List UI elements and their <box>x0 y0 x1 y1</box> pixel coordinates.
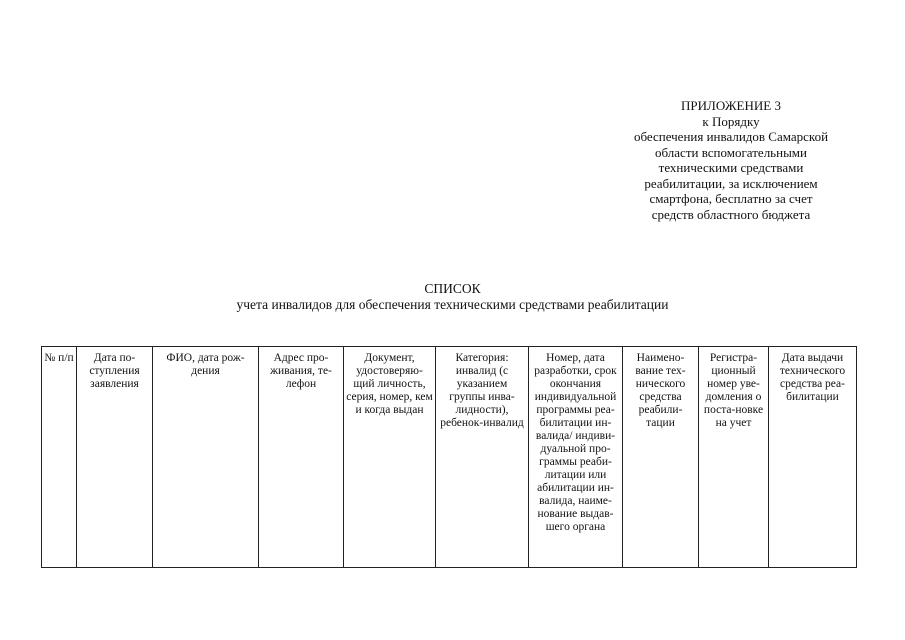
document-subtitle: учета инвалидов для обеспечения техническими средствами реабилитации <box>236 297 669 312</box>
header-cell-number: № п/п <box>42 347 77 568</box>
header-cell-rehab-program: Номер, дата разработки, срок окончания индивидуальной программы реа-билитации ин-валида/ индиви-дуальной про-граммы реаби-литации или абилитации ин-валида, наиме-нование выдав-шего органа <box>529 347 623 568</box>
header-cell-identity-document: Документ, удостоверяю-щий личность, серия, номер, кем и когда выдан <box>344 347 436 568</box>
appendix-line: смартфона, бесплатно за счет <box>649 191 813 206</box>
appendix-line: средств областного бюджета <box>651 206 811 222</box>
appendix-line: техническими средствами <box>658 160 804 175</box>
header-cell-category: Категория: инвалид (с указанием группы инва-лидности), ребенок-инвалид <box>436 347 529 568</box>
table-header-row <box>42 347 857 568</box>
title-block <box>0 281 905 313</box>
registry-table <box>41 346 857 568</box>
appendix-line: области вспомогательными <box>655 144 807 160</box>
appendix-block <box>595 98 867 222</box>
header-cell-issue-date: Дата выдачи технического средства реа-билитации <box>769 347 857 568</box>
header-cell-registration-number: Регистра-ционный номер уве-домления о поста-новке на учет <box>699 347 769 568</box>
appendix-line: к Порядку <box>702 113 760 129</box>
header-cell-address: Адрес про-живания, те-лефон <box>259 347 344 568</box>
header-cell-device-name: Наимено-вание тех-нического средства реабили-тации <box>623 347 699 568</box>
header-cell-application-date: Дата по-ступления заявления <box>77 347 153 568</box>
header-cell-full-name: ФИО, дата рож-дения <box>153 347 259 568</box>
appendix-line: обеспечения инвалидов Самарской <box>633 129 829 144</box>
appendix-line: реабилитации, за исключением <box>644 175 818 191</box>
document-title: СПИСОК <box>424 281 481 296</box>
appendix-line: ПРИЛОЖЕНИЕ 3 <box>681 98 781 113</box>
